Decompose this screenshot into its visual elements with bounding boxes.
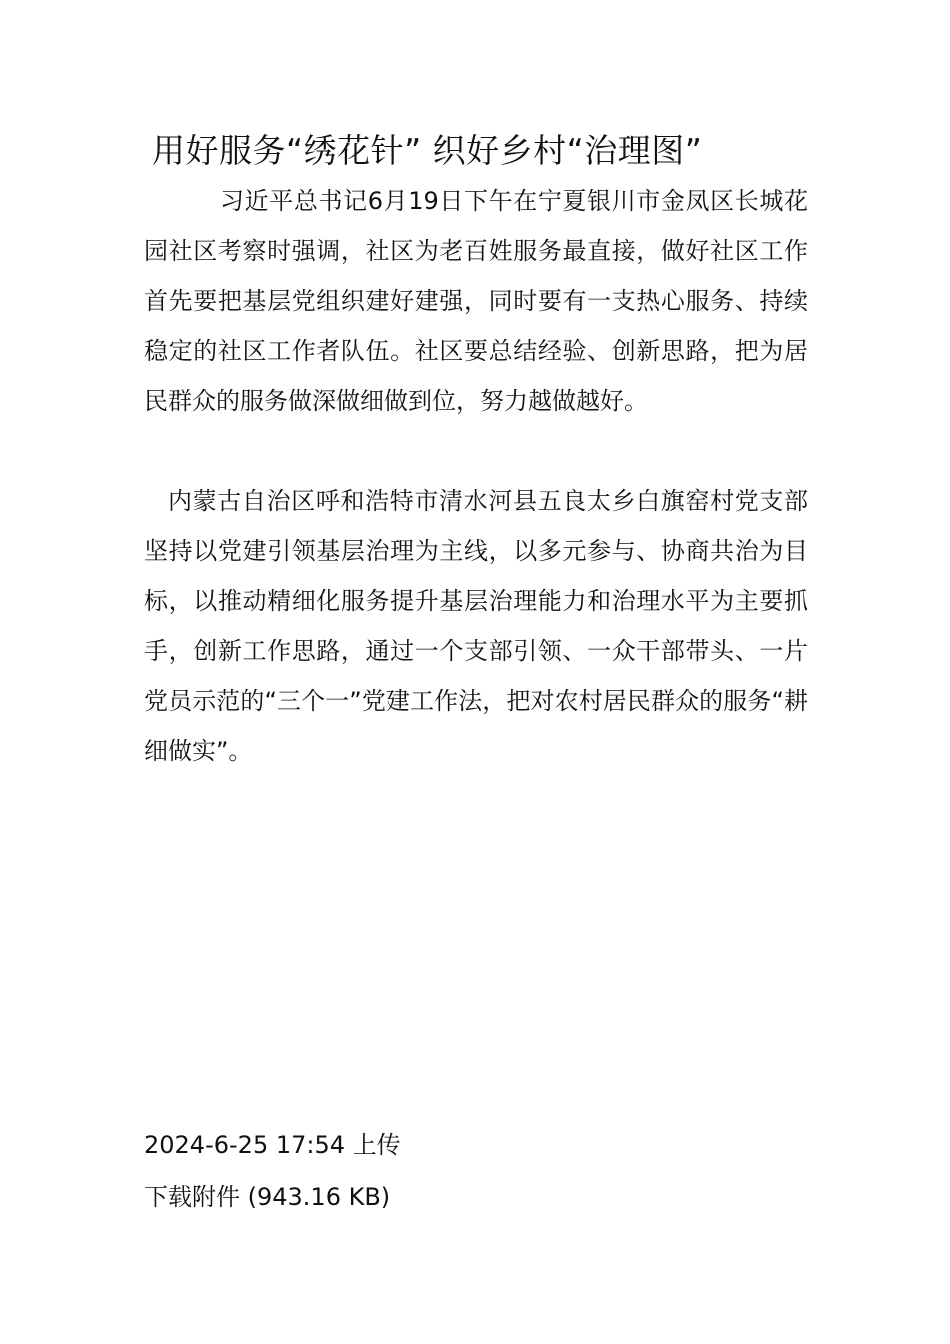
upload-timestamp: 2024-6-25 17:54 上传: [144, 1131, 401, 1159]
article-paragraph-1: 习近平总书记6月19日下午在宁夏银川市金凤区长城花园社区考察时强调，社区为老百姓服务最直接，做好社区工作首先要把基层党组织建好建强，同时要有一支热心服务、持续稳定的社区工作者队伍。社区要总结经验、创新思路，把为居民群众的服务做深做细做到位，努力越做越好。: [144, 187, 808, 415]
article-title: 用好服务“绣花针” 织好乡村“治理图”: [152, 131, 703, 170]
download-attachment-link[interactable]: 下载附件 (943.16 KB): [144, 1183, 391, 1211]
article-paragraph-2: 内蒙古自治区呼和浩特市清水河县五良太乡白旗窑村党支部坚持以党建引领基层治理为主线，以多元参与、协商共治为目标，以推动精细化服务提升基层治理能力和治理水平为主要抓手，创新工作思路，通过一个支部引领、一众干部带头、一片党员示范的“三个一”党建工作法，把对农村居民群众的服务“耕细做实”。: [144, 487, 808, 765]
